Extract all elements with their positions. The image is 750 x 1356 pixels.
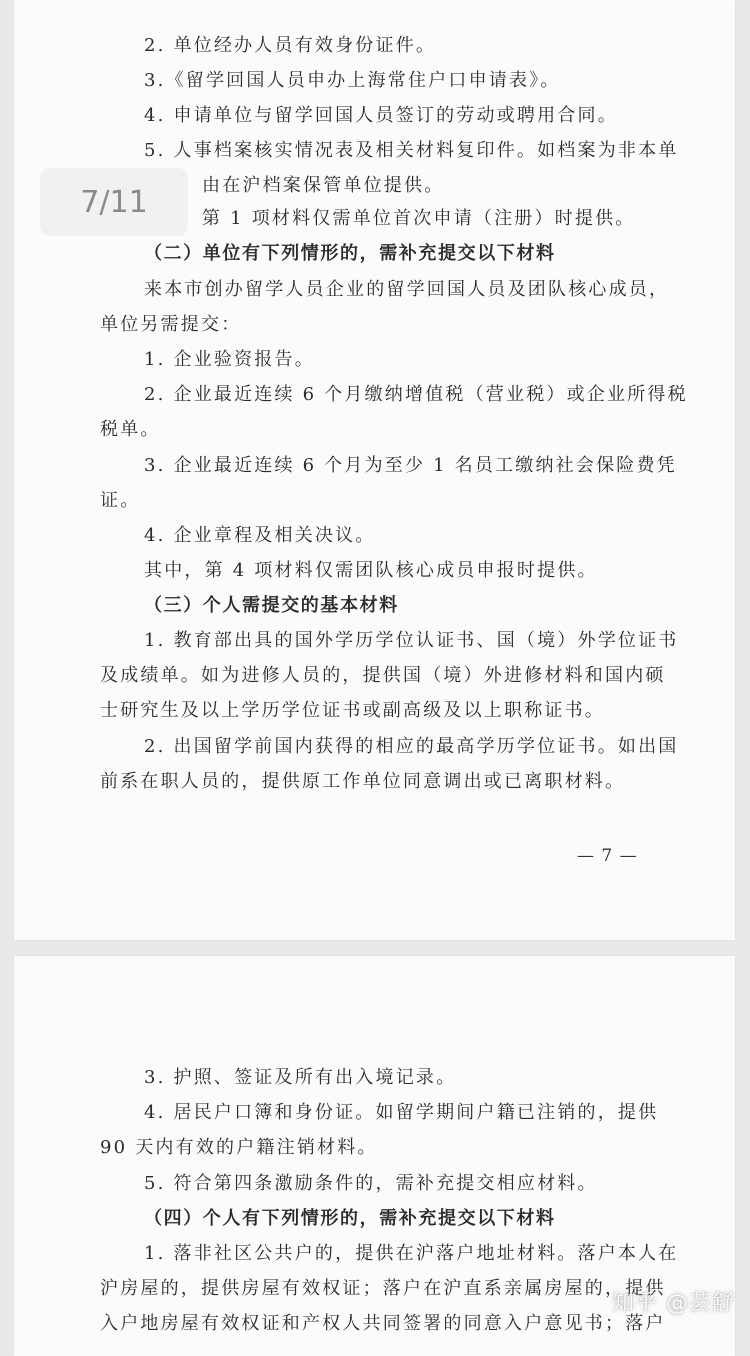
text-line: 4. 居民户口簿和身份证。如留学期间户籍已注销的，提供 (144, 1102, 659, 1123)
text-line: 3.《留学回国人员申办上海常住户口申请表》。 (144, 70, 561, 91)
text-line: 5. 符合第四条激励条件的，需补充提交相应材料。 (144, 1173, 598, 1194)
text-line: 沪房屋的，提供房屋有效权证；落户在沪直系亲属房屋的，提供 (100, 1278, 666, 1299)
watermark: 知乎 @芸舒 (612, 1291, 735, 1316)
text-line: 1. 教育部出具的国外学历学位认证书、国（境）外学位证书 (144, 630, 679, 651)
section-heading: （二）单位有下列情形的，需补充提交以下材料 (144, 243, 556, 264)
text-line: 90 天内有效的户籍注销材料。 (100, 1137, 378, 1158)
text-line: 3. 护照、签证及所有出入境记录。 (144, 1067, 457, 1088)
text-line: 来本市创办留学人员企业的留学回国人员及团队核心成员， (144, 279, 670, 300)
text-line: 税单。 (100, 419, 161, 440)
text-line: 士研究生及以上学历学位证书或副高级及以上职称证书。 (100, 700, 605, 721)
text-line: 其中，第 4 项材料仅需团队核心成员申报时提供。 (144, 560, 598, 581)
text-line: 前系在职人员的，提供原工作单位同意调出或已离职材料。 (100, 771, 626, 792)
text-line: 2. 出国留学前国内获得的相应的最高学历学位证书。如出国 (144, 736, 679, 757)
text-line: 入户地房屋有效权证和产权人共同签署的同意入户意见书；落户 (100, 1313, 666, 1334)
section-heading: （三）个人需提交的基本材料 (144, 595, 399, 616)
text-line: 4. 企业章程及相关决议。 (144, 525, 376, 546)
text-line: 1. 企业验资报告。 (144, 349, 315, 370)
text-line: 2. 企业最近连续 6 个月缴纳增值税（营业税）或企业所得税 (144, 384, 688, 405)
text-line: 第 1 项材料仅需单位首次申请（注册）时提供。 (202, 208, 636, 229)
text-line: 3. 企业最近连续 6 个月为至少 1 名员工缴纳社会保险费凭 (144, 455, 677, 476)
page-counter-badge: 7/11 (40, 168, 188, 236)
text-line: 由在沪档案保管单位提供。 (202, 175, 445, 196)
page-number: — 7 — (577, 846, 638, 866)
document-page-7 (14, 0, 735, 940)
text-line: 证。 (100, 490, 141, 511)
text-line: 4. 申请单位与留学回国人员签订的劳动或聘用合同。 (144, 105, 618, 126)
text-line: 2. 单位经办人员有效身份证件。 (144, 35, 437, 56)
section-heading: （四）个人有下列情形的，需补充提交以下材料 (144, 1208, 556, 1229)
text-line: 5. 人事档案核实情况表及相关材料复印件。如档案为非本单 (144, 140, 679, 161)
text-line: 1. 落非社区公共户的，提供在沪落户地址材料。落户本人在 (144, 1243, 679, 1264)
text-line: 及成绩单。如为进修人员的，提供国（境）外进修材料和国内硕 (100, 665, 666, 686)
text-line: 单位另需提交： (100, 314, 242, 335)
